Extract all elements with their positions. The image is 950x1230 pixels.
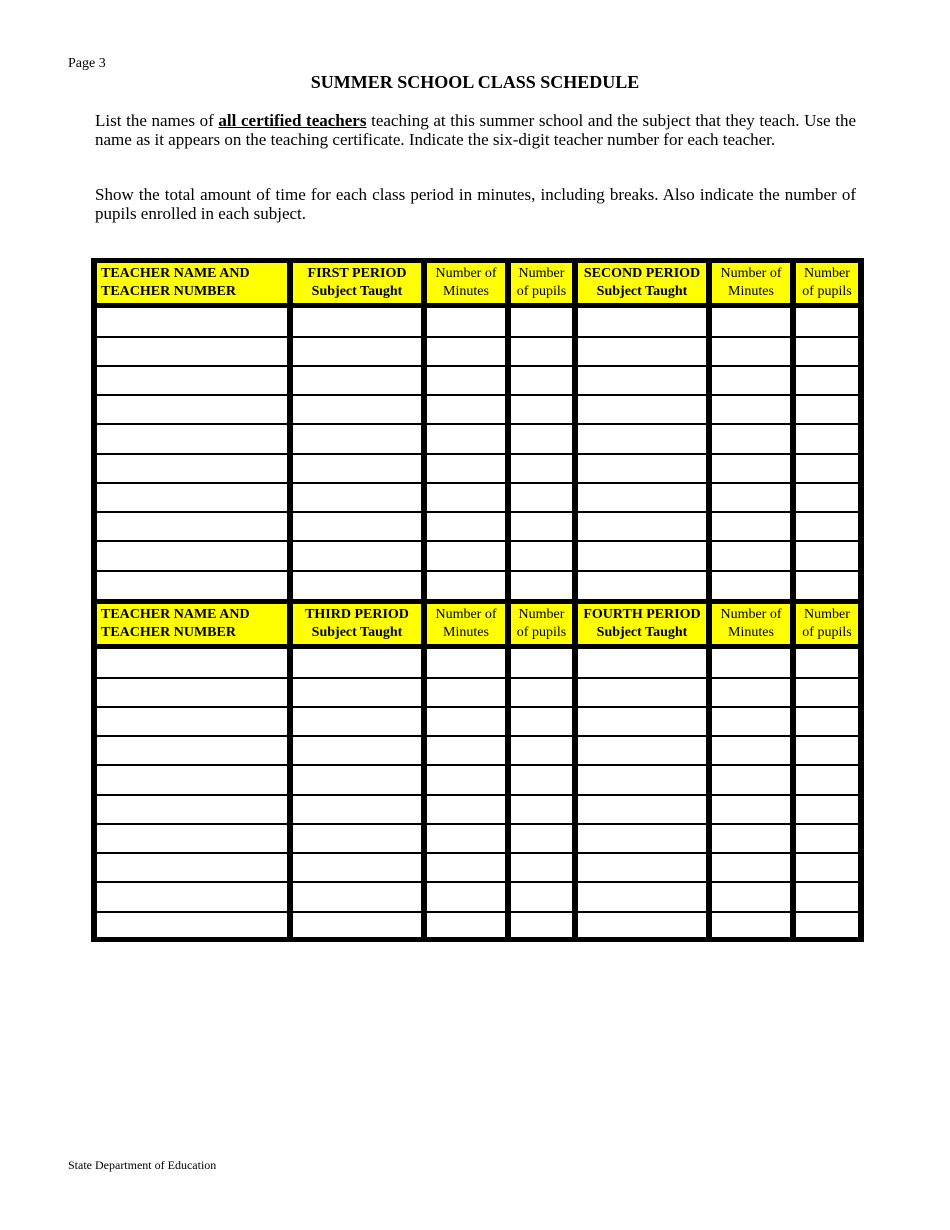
input-cell[interactable] bbox=[426, 853, 506, 882]
table-row bbox=[96, 307, 859, 336]
input-cell[interactable] bbox=[795, 512, 859, 541]
input-cell[interactable] bbox=[96, 824, 288, 853]
input-cell[interactable] bbox=[96, 337, 288, 366]
input-cell[interactable] bbox=[426, 824, 506, 853]
header-pupils-2-line1: Number bbox=[804, 266, 850, 282]
input-cell[interactable] bbox=[510, 424, 573, 453]
instructions-paragraph-2: Show the total amount of time for each class period in minutes, including breaks. Also indicate the number of pupils enrolled in each subject. bbox=[95, 185, 856, 223]
input-cell[interactable] bbox=[96, 512, 288, 541]
header-minutes-1-line1: Number of bbox=[435, 266, 497, 282]
table-row bbox=[96, 424, 859, 453]
header-third-period-line2: Subject Taught bbox=[311, 625, 403, 641]
header-teacher-line2: TEACHER NUMBER bbox=[101, 284, 236, 300]
input-cell[interactable] bbox=[577, 824, 707, 853]
instructions-paragraph-1 bbox=[95, 111, 856, 149]
input-cell[interactable] bbox=[510, 824, 573, 853]
input-cell[interactable] bbox=[577, 707, 707, 736]
input-cell[interactable] bbox=[292, 795, 422, 824]
input-cell[interactable] bbox=[711, 337, 791, 366]
input-cell[interactable] bbox=[711, 853, 791, 882]
header-minutes-3-line2: Minutes bbox=[443, 625, 489, 641]
header-third-period-line1: THIRD PERIOD bbox=[305, 607, 409, 623]
header-pupils-1-line1: Number bbox=[518, 266, 565, 282]
input-cell[interactable] bbox=[711, 541, 791, 570]
header-minutes-1-line2: Minutes bbox=[443, 284, 489, 300]
input-cell[interactable] bbox=[426, 678, 506, 707]
input-cell[interactable] bbox=[510, 707, 573, 736]
input-cell[interactable] bbox=[711, 395, 791, 424]
input-cell[interactable] bbox=[426, 707, 506, 736]
input-cell[interactable] bbox=[795, 571, 859, 600]
table-row bbox=[96, 483, 859, 512]
input-cell[interactable] bbox=[292, 307, 422, 336]
input-cell[interactable] bbox=[577, 795, 707, 824]
input-cell[interactable] bbox=[577, 512, 707, 541]
input-cell[interactable] bbox=[577, 648, 707, 677]
input-cell[interactable] bbox=[795, 736, 859, 765]
input-cell[interactable] bbox=[577, 424, 707, 453]
header-teacher-name-2 bbox=[96, 600, 288, 648]
input-cell[interactable] bbox=[577, 483, 707, 512]
header-pupils-2-line2: of pupils bbox=[802, 284, 852, 300]
input-cell[interactable] bbox=[510, 736, 573, 765]
page-number: Page 3 bbox=[68, 56, 106, 71]
input-cell[interactable] bbox=[711, 366, 791, 395]
input-cell[interactable] bbox=[96, 648, 288, 677]
input-cell[interactable] bbox=[577, 853, 707, 882]
input-cell[interactable] bbox=[292, 483, 422, 512]
input-cell[interactable] bbox=[510, 678, 573, 707]
input-cell[interactable] bbox=[426, 541, 506, 570]
input-cell[interactable] bbox=[795, 307, 859, 336]
header-minutes-4-line2: Minutes bbox=[728, 625, 774, 641]
header-fourth-period-line1: FOURTH PERIOD bbox=[583, 607, 701, 623]
input-cell[interactable] bbox=[510, 795, 573, 824]
header-first-period-line1: FIRST PERIOD bbox=[307, 266, 407, 282]
input-cell[interactable] bbox=[795, 853, 859, 882]
input-cell[interactable] bbox=[96, 307, 288, 336]
input-cell[interactable] bbox=[795, 454, 859, 483]
input-cell[interactable] bbox=[711, 795, 791, 824]
input-cell[interactable] bbox=[292, 912, 422, 941]
input-cell[interactable] bbox=[510, 541, 573, 570]
input-cell[interactable] bbox=[577, 395, 707, 424]
input-cell[interactable] bbox=[577, 765, 707, 794]
input-cell[interactable] bbox=[426, 366, 506, 395]
header-minutes-4 bbox=[711, 600, 791, 648]
input-cell[interactable] bbox=[426, 795, 506, 824]
input-cell[interactable] bbox=[510, 366, 573, 395]
table-row bbox=[96, 512, 859, 541]
header-second-period bbox=[577, 259, 707, 307]
table-row bbox=[96, 765, 859, 794]
input-cell[interactable] bbox=[292, 882, 422, 911]
table-row bbox=[96, 541, 859, 570]
table-row bbox=[96, 571, 859, 600]
input-cell[interactable] bbox=[426, 483, 506, 512]
input-cell[interactable] bbox=[292, 395, 422, 424]
header-pupils-1-line2: of pupils bbox=[516, 284, 567, 300]
input-cell[interactable] bbox=[510, 337, 573, 366]
schedule-table bbox=[92, 259, 863, 941]
input-cell[interactable] bbox=[96, 366, 288, 395]
input-cell[interactable] bbox=[292, 366, 422, 395]
input-cell[interactable] bbox=[426, 648, 506, 677]
input-cell[interactable] bbox=[577, 307, 707, 336]
input-cell[interactable] bbox=[795, 765, 859, 794]
input-cell[interactable] bbox=[292, 765, 422, 794]
table-row bbox=[96, 678, 859, 707]
input-cell[interactable] bbox=[795, 824, 859, 853]
input-cell[interactable] bbox=[577, 912, 707, 941]
table-row bbox=[96, 707, 859, 736]
instructions-text-post: teaching at this summer school and the subject that they teach. Use the name as it appears on the teaching certificate. Indicate the six-digit teacher number for each teacher. bbox=[95, 111, 857, 149]
table-row bbox=[96, 912, 859, 941]
header-pupils-3-line1: Number bbox=[518, 607, 565, 623]
input-cell[interactable] bbox=[711, 307, 791, 336]
input-cell[interactable] bbox=[711, 765, 791, 794]
input-cell[interactable] bbox=[292, 337, 422, 366]
header-first-period-line2: Subject Taught bbox=[311, 284, 403, 300]
header-teacher-2-line1: TEACHER NAME AND bbox=[101, 607, 250, 623]
header-third-period bbox=[292, 600, 422, 648]
input-cell[interactable] bbox=[96, 736, 288, 765]
schedule-table-frame bbox=[91, 258, 864, 942]
input-cell[interactable] bbox=[577, 678, 707, 707]
header-minutes-2-line2: Minutes bbox=[728, 284, 774, 300]
input-cell[interactable] bbox=[711, 648, 791, 677]
input-cell[interactable] bbox=[711, 512, 791, 541]
header-minutes-2-line1: Number of bbox=[720, 266, 782, 282]
input-cell[interactable] bbox=[510, 765, 573, 794]
input-cell[interactable] bbox=[96, 912, 288, 941]
header-pupils-4 bbox=[795, 600, 859, 648]
input-cell[interactable] bbox=[426, 337, 506, 366]
table-row bbox=[96, 366, 859, 395]
table-row bbox=[96, 648, 859, 677]
header-teacher-2-line2: TEACHER NUMBER bbox=[101, 625, 236, 641]
input-cell[interactable] bbox=[292, 454, 422, 483]
table-row bbox=[96, 853, 859, 882]
input-cell[interactable] bbox=[96, 483, 288, 512]
input-cell[interactable] bbox=[711, 912, 791, 941]
header-pupils-4-line2: of pupils bbox=[802, 625, 852, 641]
footer-agency: State Department of Education bbox=[68, 1158, 217, 1172]
input-cell[interactable] bbox=[426, 424, 506, 453]
input-cell[interactable] bbox=[510, 912, 573, 941]
input-cell[interactable] bbox=[510, 512, 573, 541]
table-row bbox=[96, 337, 859, 366]
table-row bbox=[96, 454, 859, 483]
header-row-1 bbox=[96, 259, 859, 307]
input-cell[interactable] bbox=[510, 454, 573, 483]
header-pupils-3 bbox=[510, 600, 573, 648]
header-first-period bbox=[292, 259, 422, 307]
input-cell[interactable] bbox=[426, 571, 506, 600]
page-title: SUMMER SCHOOL CLASS SCHEDULE bbox=[310, 72, 640, 92]
input-cell[interactable] bbox=[795, 395, 859, 424]
header-minutes-2 bbox=[711, 259, 791, 307]
input-cell[interactable] bbox=[510, 853, 573, 882]
input-cell[interactable] bbox=[292, 736, 422, 765]
header-pupils-4-line1: Number bbox=[804, 607, 850, 623]
input-cell[interactable] bbox=[96, 571, 288, 600]
input-cell[interactable] bbox=[510, 648, 573, 677]
input-cell[interactable] bbox=[711, 483, 791, 512]
input-cell[interactable] bbox=[795, 648, 859, 677]
input-cell[interactable] bbox=[795, 424, 859, 453]
input-cell[interactable] bbox=[96, 707, 288, 736]
input-cell[interactable] bbox=[577, 541, 707, 570]
input-cell[interactable] bbox=[96, 765, 288, 794]
input-cell[interactable] bbox=[96, 678, 288, 707]
input-cell[interactable] bbox=[795, 541, 859, 570]
input-cell[interactable] bbox=[292, 512, 422, 541]
input-cell[interactable] bbox=[711, 707, 791, 736]
input-cell[interactable] bbox=[292, 648, 422, 677]
input-cell[interactable] bbox=[510, 882, 573, 911]
input-cell[interactable] bbox=[795, 882, 859, 911]
input-cell[interactable] bbox=[96, 795, 288, 824]
input-cell[interactable] bbox=[577, 366, 707, 395]
input-cell[interactable] bbox=[795, 795, 859, 824]
instructions-emphasis: all certified teachers bbox=[218, 111, 367, 130]
table-row bbox=[96, 395, 859, 424]
input-cell[interactable] bbox=[577, 337, 707, 366]
header-teacher-line1: TEACHER NAME AND bbox=[101, 266, 250, 282]
input-cell[interactable] bbox=[292, 541, 422, 570]
input-cell[interactable] bbox=[96, 853, 288, 882]
input-cell[interactable] bbox=[292, 707, 422, 736]
input-cell[interactable] bbox=[96, 454, 288, 483]
input-cell[interactable] bbox=[711, 424, 791, 453]
input-cell[interactable] bbox=[711, 571, 791, 600]
header-second-period-line1: SECOND PERIOD bbox=[583, 266, 701, 282]
table-row bbox=[96, 736, 859, 765]
input-cell[interactable] bbox=[96, 395, 288, 424]
input-cell[interactable] bbox=[426, 395, 506, 424]
input-cell[interactable] bbox=[577, 454, 707, 483]
input-cell[interactable] bbox=[711, 678, 791, 707]
header-teacher-name bbox=[96, 259, 288, 307]
table-row bbox=[96, 795, 859, 824]
input-cell[interactable] bbox=[292, 678, 422, 707]
input-cell[interactable] bbox=[96, 424, 288, 453]
header-minutes-4-line1: Number of bbox=[720, 607, 782, 623]
input-cell[interactable] bbox=[510, 307, 573, 336]
input-cell[interactable] bbox=[711, 824, 791, 853]
input-cell[interactable] bbox=[426, 765, 506, 794]
input-cell[interactable] bbox=[577, 882, 707, 911]
input-cell[interactable] bbox=[795, 483, 859, 512]
input-cell[interactable] bbox=[577, 571, 707, 600]
input-cell[interactable] bbox=[426, 736, 506, 765]
input-cell[interactable] bbox=[510, 395, 573, 424]
input-cell[interactable] bbox=[711, 882, 791, 911]
header-minutes-3 bbox=[426, 600, 506, 648]
input-cell[interactable] bbox=[292, 824, 422, 853]
header-pupils-3-line2: of pupils bbox=[516, 625, 567, 641]
input-cell[interactable] bbox=[795, 366, 859, 395]
input-cell[interactable] bbox=[711, 736, 791, 765]
input-cell[interactable] bbox=[795, 707, 859, 736]
input-cell[interactable] bbox=[292, 853, 422, 882]
instructions-text-pre: List the names of bbox=[95, 111, 219, 130]
input-cell[interactable] bbox=[795, 678, 859, 707]
header-row-2 bbox=[96, 600, 859, 648]
header-pupils-2 bbox=[795, 259, 859, 307]
header-fourth-period bbox=[577, 600, 707, 648]
input-cell[interactable] bbox=[577, 736, 707, 765]
input-cell[interactable] bbox=[96, 541, 288, 570]
header-fourth-period-line2: Subject Taught bbox=[596, 625, 688, 641]
table-row bbox=[96, 824, 859, 853]
input-cell[interactable] bbox=[795, 912, 859, 941]
input-cell[interactable] bbox=[426, 882, 506, 911]
input-cell[interactable] bbox=[711, 454, 791, 483]
header-minutes-1 bbox=[426, 259, 506, 307]
input-cell[interactable] bbox=[292, 424, 422, 453]
header-second-period-line2: Subject Taught bbox=[596, 284, 688, 300]
input-cell[interactable] bbox=[426, 454, 506, 483]
input-cell[interactable] bbox=[292, 571, 422, 600]
header-pupils-1 bbox=[510, 259, 573, 307]
input-cell[interactable] bbox=[426, 512, 506, 541]
input-cell[interactable] bbox=[426, 307, 506, 336]
input-cell[interactable] bbox=[510, 483, 573, 512]
table-row bbox=[96, 882, 859, 911]
input-cell[interactable] bbox=[510, 571, 573, 600]
input-cell[interactable] bbox=[795, 337, 859, 366]
input-cell[interactable] bbox=[96, 882, 288, 911]
input-cell[interactable] bbox=[426, 912, 506, 941]
header-minutes-3-line1: Number of bbox=[435, 607, 497, 623]
